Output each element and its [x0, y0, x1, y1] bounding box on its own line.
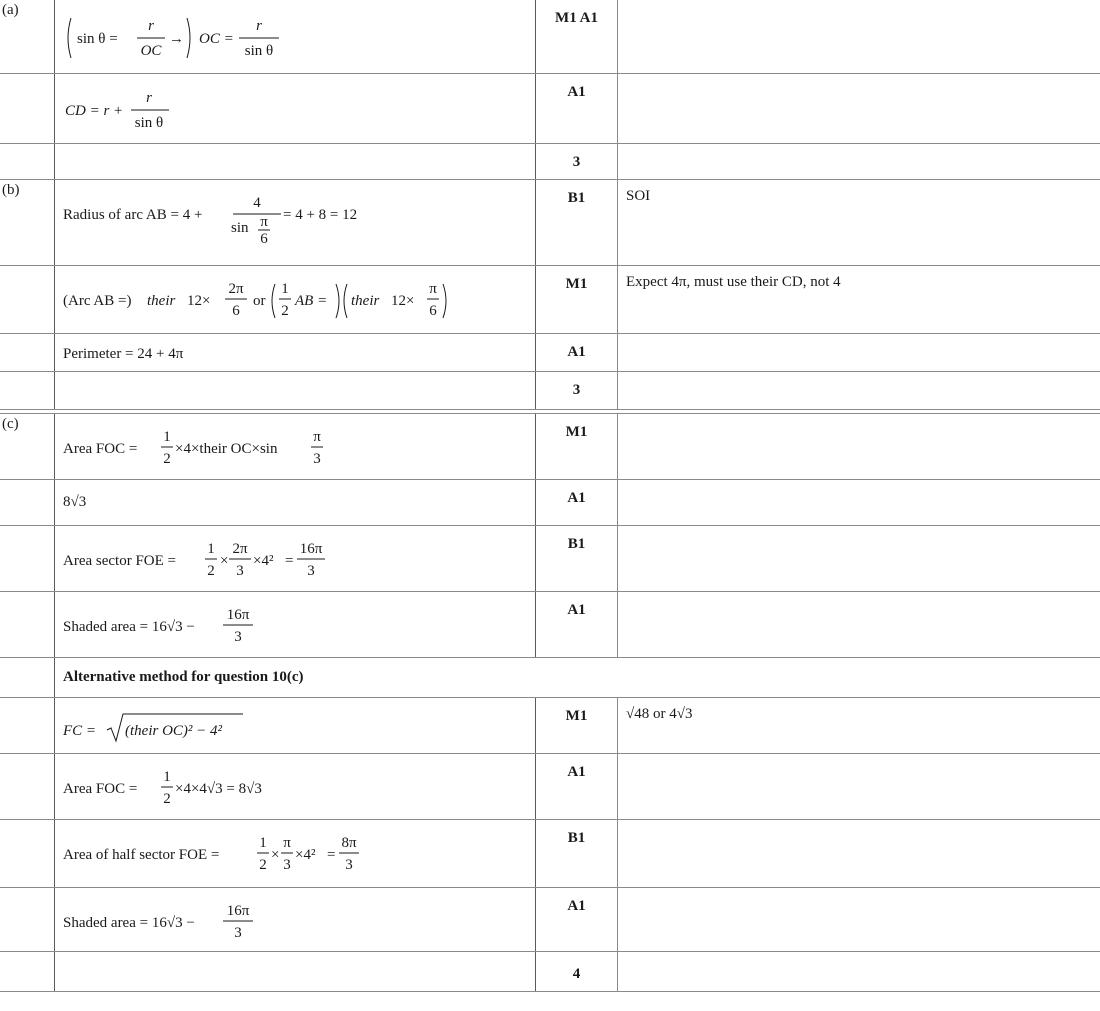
- table-row: [0, 414, 1100, 480]
- answer-cell: [54, 266, 536, 334]
- mark-code: M1: [565, 424, 588, 440]
- question-label-cell: [0, 952, 54, 992]
- mark-code: A1: [567, 764, 586, 780]
- guidance-text: [618, 480, 1100, 488]
- mark-cell: [536, 372, 618, 410]
- formula-shaded-area-alt: [63, 898, 323, 948]
- guidance-cell: [618, 266, 1100, 334]
- table-row: [0, 372, 1100, 410]
- mark-code: A1: [567, 602, 586, 618]
- guidance-text: [618, 334, 1100, 342]
- answer-b2: [63, 276, 463, 326]
- guidance-cell: [618, 0, 1100, 74]
- table-row: [0, 144, 1100, 180]
- fraction-numerator: 1: [207, 541, 215, 557]
- formula-radius: [63, 190, 393, 256]
- table-row: [0, 74, 1100, 144]
- fraction-denominator: 2: [163, 791, 171, 807]
- mark-code: B1: [567, 536, 586, 552]
- fraction-numerator: 16π: [226, 903, 250, 919]
- formula-half-sector: [63, 830, 403, 880]
- guidance-cell: [618, 526, 1100, 592]
- guidance-cell: [618, 334, 1100, 372]
- question-label-cell: [0, 754, 54, 820]
- guidance-cell: [618, 698, 1100, 754]
- question-label-cell: [0, 592, 54, 658]
- formula-lhs: Radius of arc AB = 4 +: [63, 207, 203, 223]
- pi-numerator: π: [429, 281, 437, 297]
- formula-lhs: CD = r +: [65, 103, 124, 119]
- fraction-denominator: 2: [207, 563, 215, 579]
- mark-cell: [536, 0, 618, 74]
- guidance-cell: [618, 754, 1100, 820]
- fraction-numerator: r: [256, 18, 262, 34]
- table-row: [0, 266, 1100, 334]
- guidance-text: [618, 144, 1100, 152]
- mark-cell: [536, 592, 618, 658]
- fraction-denominator: 3: [236, 563, 244, 579]
- mark-code: M1 A1: [555, 10, 598, 26]
- guidance-text: [618, 888, 1100, 896]
- table-row: [0, 592, 1100, 658]
- formula-lhs: Shaded area = 16√3 −: [63, 915, 195, 931]
- answer-b1: [63, 190, 393, 256]
- mark-cell: [536, 266, 618, 334]
- question-label-cell: [0, 820, 54, 888]
- question-label: (a): [2, 2, 19, 18]
- table-row: [0, 952, 1100, 992]
- answer-cell: [54, 952, 536, 992]
- their-word: their: [351, 293, 380, 309]
- mark-cell: [536, 414, 618, 480]
- answer-c1: [63, 424, 363, 474]
- fraction-numerator: 1: [163, 429, 171, 445]
- formula-lhs: Shaded area = 16√3 −: [63, 619, 195, 635]
- mark-code: A1: [567, 490, 586, 506]
- guidance-text: Expect 4π, must use their CD, not 4: [626, 274, 841, 290]
- mark-cell: [536, 74, 618, 144]
- mark-total: 3: [572, 154, 581, 170]
- times-four-squared: ×4²: [295, 847, 316, 863]
- mark-cell: [536, 820, 618, 888]
- svg-text:×: ×: [220, 553, 229, 569]
- equals-sign: =: [327, 847, 336, 863]
- answer-c7: [63, 830, 403, 880]
- formula-middle: ×4×their OC×sin: [175, 441, 278, 457]
- formula-fc: [63, 708, 303, 748]
- ab-term: AB =: [295, 293, 328, 309]
- fraction-numerator: r: [146, 90, 152, 106]
- mark-total: 3: [572, 382, 581, 398]
- arrow-symbol: →: [169, 31, 184, 47]
- answer-cell: [54, 414, 536, 480]
- question-label-cell: [0, 888, 54, 952]
- table-row: [0, 698, 1100, 754]
- answer-cell: [54, 372, 536, 410]
- pi-denominator: 6: [429, 303, 437, 319]
- answer-c8: [63, 898, 323, 948]
- guidance-text: [618, 754, 1100, 762]
- question-label-cell: [0, 74, 54, 144]
- guidance-cell: [618, 888, 1100, 952]
- answer-cell: [54, 698, 536, 754]
- table-row: [0, 480, 1100, 526]
- answer-cell: [54, 144, 536, 180]
- guidance-cell: [618, 414, 1100, 480]
- question-label: (c): [2, 416, 19, 432]
- alternative-method-heading: Alternative method for question 10(c): [63, 669, 304, 685]
- answer-a1: [63, 14, 343, 64]
- half-numerator: 1: [281, 281, 289, 297]
- table-row: [0, 334, 1100, 372]
- formula-lhs: Area FOC =: [63, 781, 138, 797]
- fraction-denominator: OC: [140, 43, 162, 59]
- question-label-cell: [0, 526, 54, 592]
- answer-cell: [54, 334, 536, 372]
- pi-numerator: π: [313, 429, 321, 445]
- answer-cell: [54, 74, 536, 144]
- fraction-numerator: 16π: [299, 541, 323, 557]
- fraction-denominator: 3: [234, 629, 242, 645]
- formula-lhs: Area of half sector FOE =: [63, 847, 220, 863]
- formula-lhs: Area sector FOE =: [63, 553, 177, 569]
- alternative-heading-cell: [54, 658, 1100, 698]
- pi-denominator: 3: [313, 451, 321, 467]
- fraction-denominator: sin θ: [244, 43, 274, 59]
- mark-code: B1: [567, 190, 586, 206]
- formula-sin-theta: [63, 14, 343, 64]
- mark-code: A1: [567, 344, 586, 360]
- answer-cell: [54, 754, 536, 820]
- pi-numerator: π: [260, 214, 268, 230]
- guidance-cell: [618, 592, 1100, 658]
- mark-code: B1: [567, 830, 586, 846]
- guidance-cell: [618, 144, 1100, 180]
- equals-sign: =: [285, 553, 294, 569]
- fraction-denominator: sin: [231, 220, 249, 236]
- table-row: [0, 658, 1100, 698]
- guidance-cell: [618, 180, 1100, 266]
- table-row: [0, 180, 1100, 266]
- answer-c2: 8√3: [63, 494, 87, 510]
- svg-text:×: ×: [271, 847, 280, 863]
- guidance-text: SOI: [626, 188, 651, 204]
- answer-c3: [63, 536, 363, 586]
- guidance-text: [618, 592, 1100, 600]
- mark-code: A1: [567, 898, 586, 914]
- formula-lhs: FC =: [63, 723, 97, 739]
- times-term: 12×: [391, 293, 415, 309]
- mark-code: A1: [567, 84, 586, 100]
- mark-cell: [536, 180, 618, 266]
- table-row: [0, 754, 1100, 820]
- fraction-numerator: 2π: [232, 541, 248, 557]
- guidance-text: [618, 0, 1100, 8]
- question-label-cell: [0, 372, 54, 410]
- mark-cell: [536, 334, 618, 372]
- answer-a2: [63, 86, 263, 136]
- formula-arc: [63, 276, 463, 326]
- or-word: or: [253, 293, 266, 309]
- question-label-cell: [0, 334, 54, 372]
- guidance-text: [618, 820, 1100, 828]
- mark-cell: [536, 144, 618, 180]
- guidance-text: [618, 74, 1100, 82]
- fraction-numerator: 4: [253, 195, 261, 211]
- guidance-cell: [618, 74, 1100, 144]
- answer-cell: [54, 480, 536, 526]
- formula-sector-foe: [63, 536, 363, 586]
- answer-c5: [63, 708, 303, 748]
- guidance-cell: [618, 820, 1100, 888]
- question-label: (b): [2, 182, 20, 198]
- fraction-numerator: 1: [163, 769, 171, 785]
- question-label-cell: [0, 658, 54, 698]
- question-label-cell: [0, 414, 54, 480]
- answer-cell: [54, 592, 536, 658]
- fraction-numerator: 8π: [341, 835, 357, 851]
- answer-b3: Perimeter = 24 + 4π: [63, 346, 184, 362]
- formula-lhs: sin θ =: [77, 31, 118, 47]
- fraction-denominator: 3: [307, 563, 315, 579]
- fraction-denominator: sin θ: [134, 115, 164, 131]
- mark-cell: [536, 888, 618, 952]
- guidance-text: [618, 372, 1100, 380]
- formula-cd: [63, 86, 263, 136]
- answer-cell: [54, 0, 536, 74]
- formula-area-foc-alt: [63, 764, 323, 814]
- formula-lhs: Area FOC =: [63, 441, 138, 457]
- fraction-denominator: 2: [163, 451, 171, 467]
- guidance-cell: [618, 952, 1100, 992]
- question-label-cell: [0, 144, 54, 180]
- formula-shaded-area: [63, 602, 323, 652]
- times-four-squared: ×4²: [253, 553, 274, 569]
- fraction-denominator: 3: [283, 857, 291, 873]
- question-label-cell: [0, 698, 54, 754]
- times-term: 12×: [187, 293, 211, 309]
- mark-cell: [536, 952, 618, 992]
- guidance-cell: [618, 372, 1100, 410]
- mark-cell: [536, 480, 618, 526]
- fraction-denominator: 6: [232, 303, 240, 319]
- fraction-denominator: 2: [259, 857, 267, 873]
- fraction-denominator: 3: [345, 857, 353, 873]
- guidance-text: [618, 952, 1100, 960]
- answer-c4: [63, 602, 323, 652]
- half-denominator: 2: [281, 303, 289, 319]
- question-label-cell: [0, 480, 54, 526]
- guidance-cell: [618, 480, 1100, 526]
- fraction-numerator: 2π: [228, 281, 244, 297]
- mark-total: 4: [572, 966, 581, 982]
- mark-code: M1: [565, 276, 588, 292]
- their-word: their: [147, 293, 176, 309]
- mark-cell: [536, 754, 618, 820]
- formula-rhs: OC =: [199, 31, 234, 47]
- answer-cell: [54, 820, 536, 888]
- table-row: [0, 888, 1100, 952]
- question-label-cell: [0, 0, 54, 74]
- table-row: [0, 526, 1100, 592]
- formula-rhs: ×4×4√3 = 8√3: [175, 781, 262, 797]
- formula-area-foc: [63, 424, 363, 474]
- fraction-numerator: 1: [259, 835, 267, 851]
- guidance-text: [618, 414, 1100, 422]
- formula-prefix: (Arc AB =): [63, 293, 132, 309]
- guidance-text: √48 or 4√3: [626, 706, 693, 722]
- question-label-cell: [0, 266, 54, 334]
- mark-cell: [536, 698, 618, 754]
- answer-cell: [54, 180, 536, 266]
- answer-c6: [63, 764, 323, 814]
- table-row: [0, 820, 1100, 888]
- formula-rhs: = 4 + 8 = 12: [283, 207, 358, 223]
- question-label-cell: [0, 180, 54, 266]
- guidance-text: [618, 526, 1100, 534]
- fraction-numerator: π: [283, 835, 291, 851]
- pi-denominator: 6: [260, 231, 268, 247]
- answer-cell: [54, 526, 536, 592]
- table-row: [0, 0, 1100, 74]
- fraction-numerator: 16π: [226, 607, 250, 623]
- mark-code: M1: [565, 708, 588, 724]
- mark-cell: [536, 526, 618, 592]
- radicand: (their OC)² − 4²: [125, 723, 223, 739]
- fraction-denominator: 3: [234, 925, 242, 941]
- fraction-numerator: r: [148, 18, 154, 34]
- answer-cell: [54, 888, 536, 952]
